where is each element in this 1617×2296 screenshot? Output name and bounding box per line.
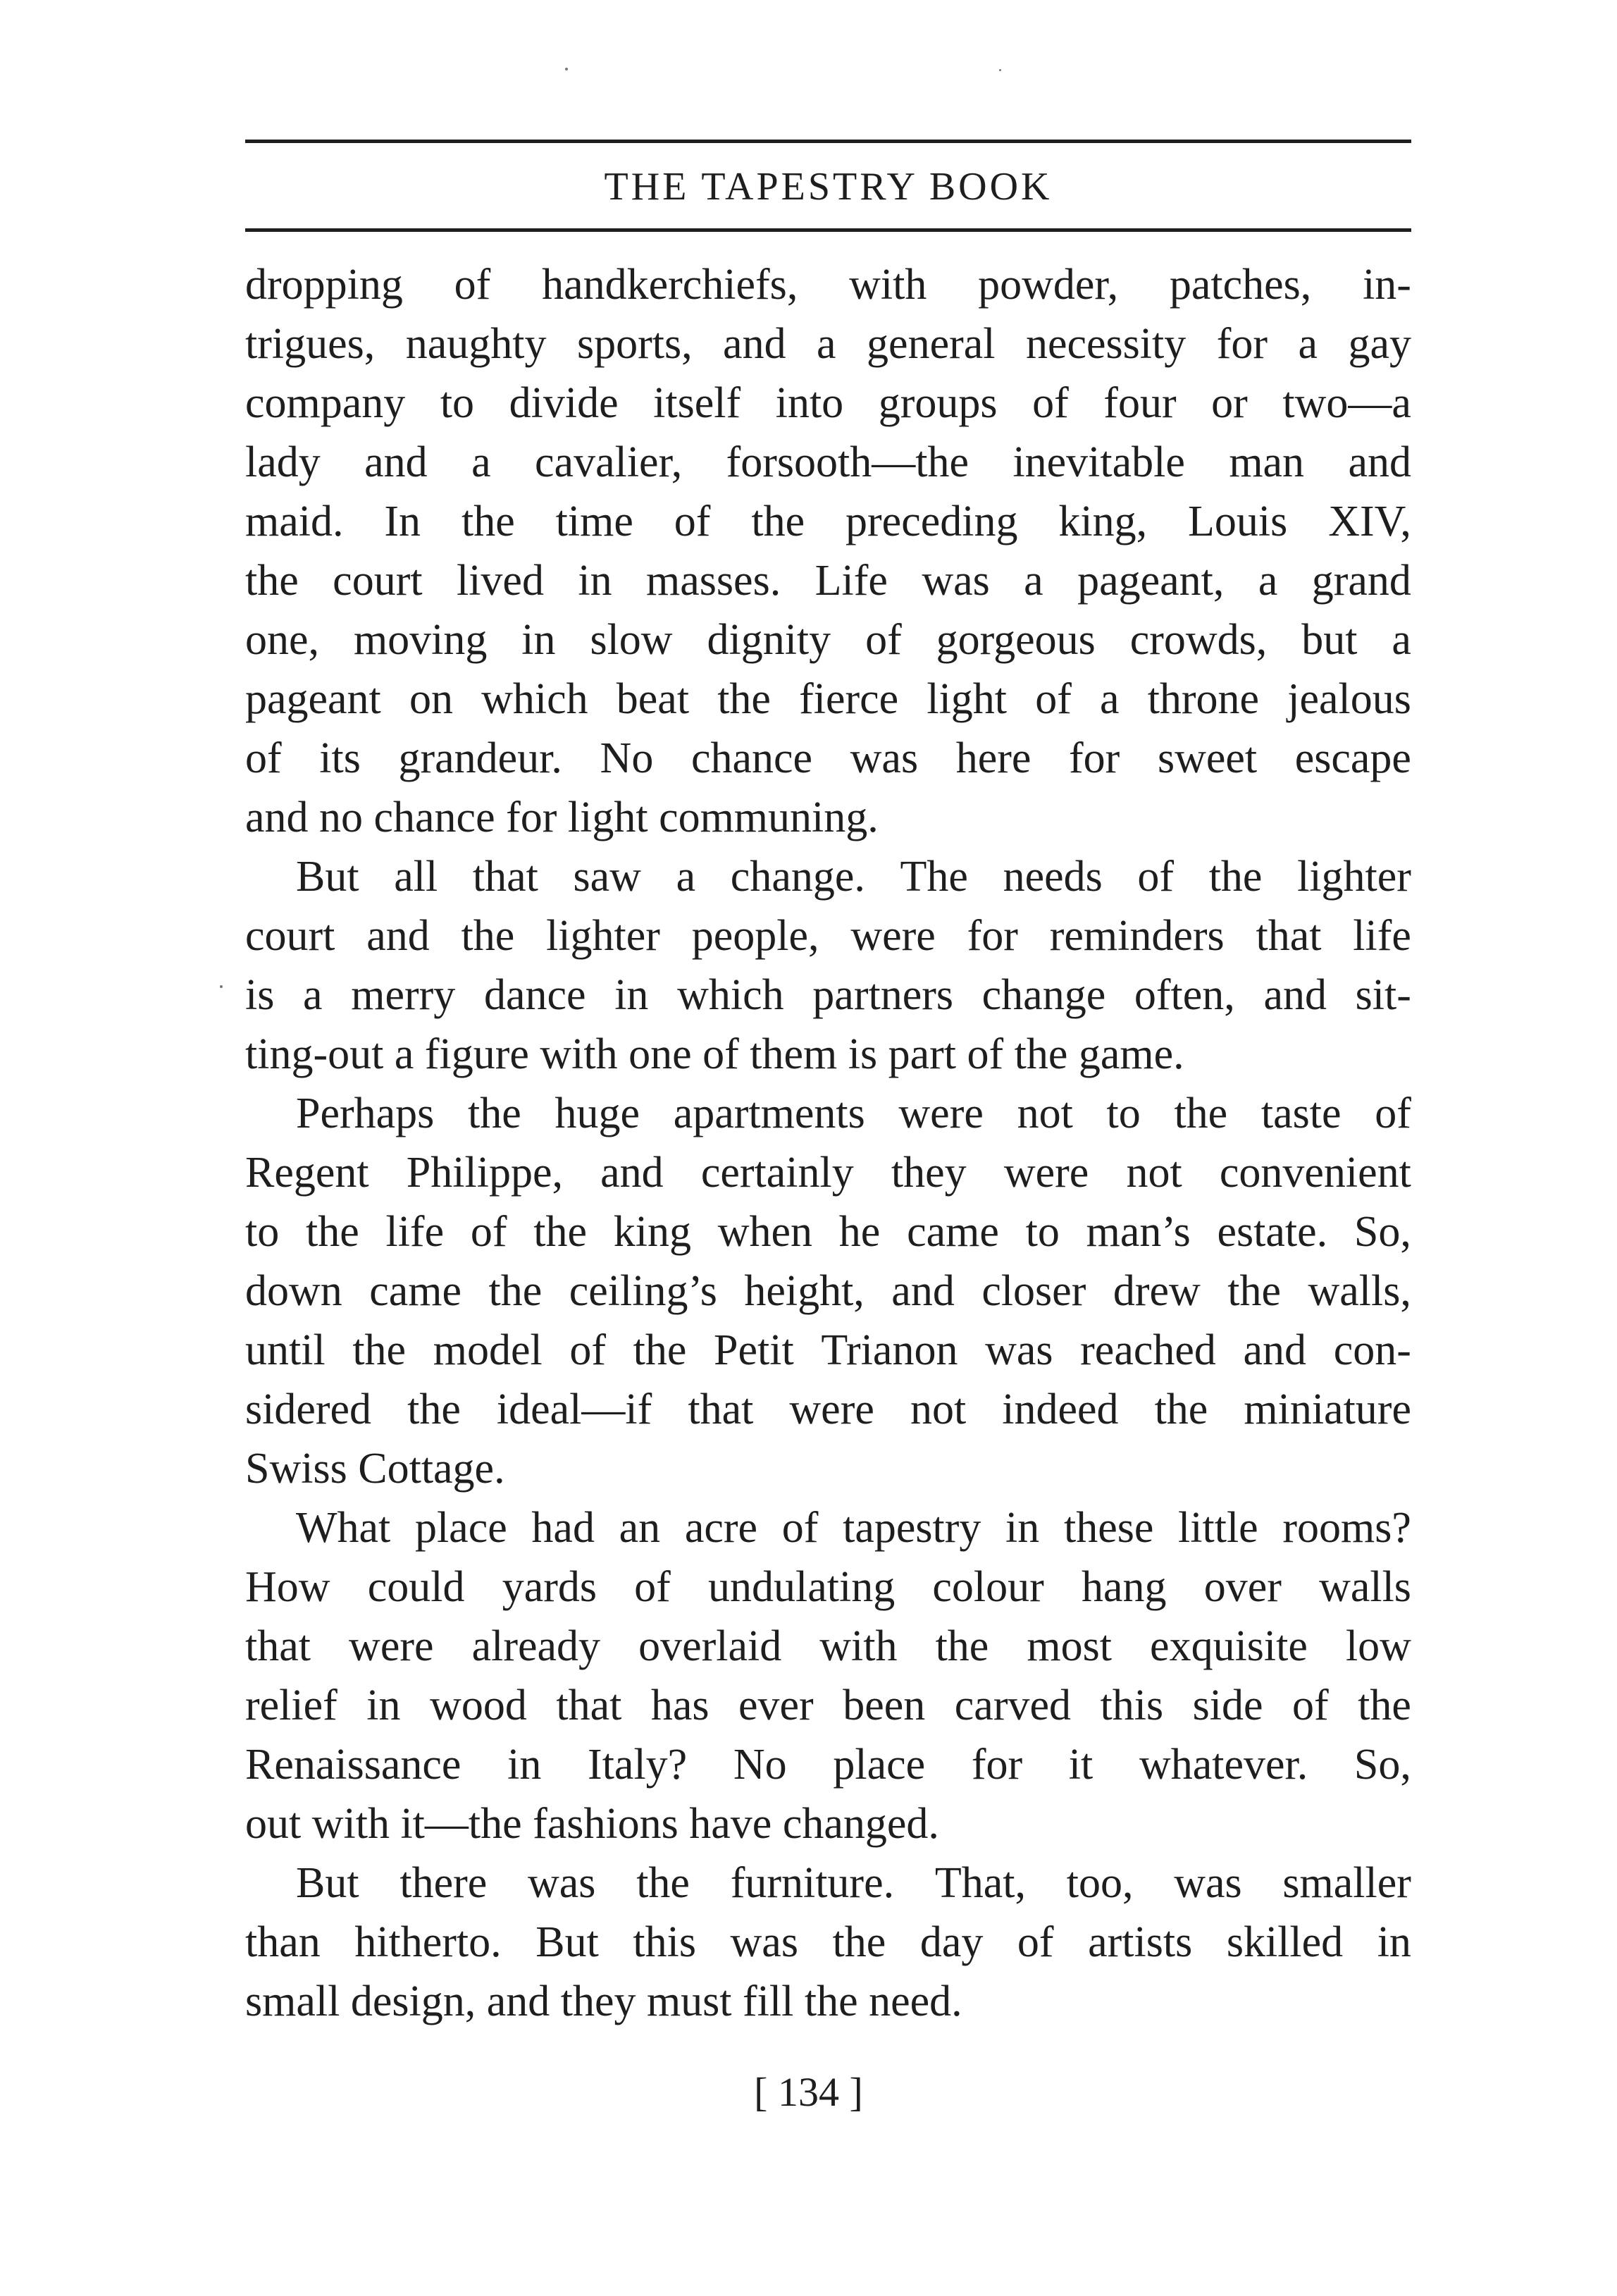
text-line: How could yards of undulating colour hang over walls	[245, 1563, 1411, 1611]
text-line: But all that saw a change. The needs of the lighter	[296, 853, 1411, 901]
text-line: and no chance for light communing.	[245, 794, 879, 841]
text-line: Renaissance in Italy? No place for it whatever. So,	[245, 1741, 1411, 1789]
text-line: maid. In the time of the preceding king, Louis XIV,	[245, 498, 1411, 545]
paragraph	[245, 1498, 1411, 1853]
print-speck	[220, 985, 223, 988]
text-line: relief in wood that has ever been carved this side of the	[245, 1681, 1411, 1729]
text-line: one, moving in slow dignity of gorgeous crowds, but a	[245, 616, 1411, 664]
header-rule-top	[245, 140, 1411, 143]
text-line: pageant on which beat the fierce light of a throne jealous	[245, 675, 1411, 723]
text-line: to the life of the king when he came to man’s estate. So,	[245, 1208, 1411, 1256]
text-line: until the model of the Petit Trianon was reached and con-	[245, 1326, 1411, 1374]
text-line: the court lived in masses. Life was a pageant, a grand	[245, 557, 1411, 605]
text-line: down came the ceiling’s height, and closer drew the walls,	[245, 1267, 1411, 1315]
print-speck	[999, 69, 1001, 71]
text-line: is a merry dance in which partners change often, and sit-	[245, 971, 1411, 1019]
text-line: of its grandeur. No chance was here for sweet escape	[245, 734, 1411, 782]
paragraph	[245, 1084, 1411, 1498]
text-line: small design, and they must fill the need.	[245, 1977, 962, 2025]
text-line: Perhaps the huge apartments were not to the taste of	[296, 1090, 1411, 1137]
text-line: dropping of handkerchiefs, with powder, patches, in-	[245, 261, 1411, 309]
running-head: THE TAPESTRY BOOK	[604, 165, 1053, 209]
page-header	[245, 140, 1411, 234]
text-line: out with it—the fashions have changed.	[245, 1800, 939, 1848]
text-line: company to divide itself into groups of four or two—a	[245, 379, 1411, 427]
text-line: court and the lighter people, were for reminders that life	[245, 912, 1411, 960]
text-line: Regent Philippe, and certainly they were not convenient	[245, 1149, 1411, 1197]
paragraph	[245, 847, 1411, 1084]
body-text	[245, 255, 1411, 2031]
page-number: [ 134 ]	[754, 2069, 863, 2115]
text-line: sidered the ideal—if that were not indeed the miniature	[245, 1385, 1411, 1433]
text-line: that were already overlaid with the most exquisite low	[245, 1622, 1411, 1670]
print-speck	[565, 68, 568, 70]
text-line: lady and a cavalier, forsooth—the inevitable man and	[245, 438, 1411, 486]
text-line: What place had an acre of tapestry in these little rooms?	[296, 1504, 1411, 1552]
paragraph	[245, 1853, 1411, 2031]
paragraph	[245, 255, 1411, 847]
text-line: But there was the furniture. That, too, was smaller	[296, 1859, 1411, 1907]
header-rule-bottom	[245, 228, 1411, 232]
text-line: Swiss Cottage.	[245, 1445, 505, 1493]
text-line: trigues, naughty sports, and a general necessity for a gay	[245, 320, 1411, 368]
text-line: ting-out a figure with one of them is part of the game.	[245, 1030, 1184, 1078]
text-line: than hitherto. But this was the day of artists skilled in	[245, 1918, 1411, 1966]
